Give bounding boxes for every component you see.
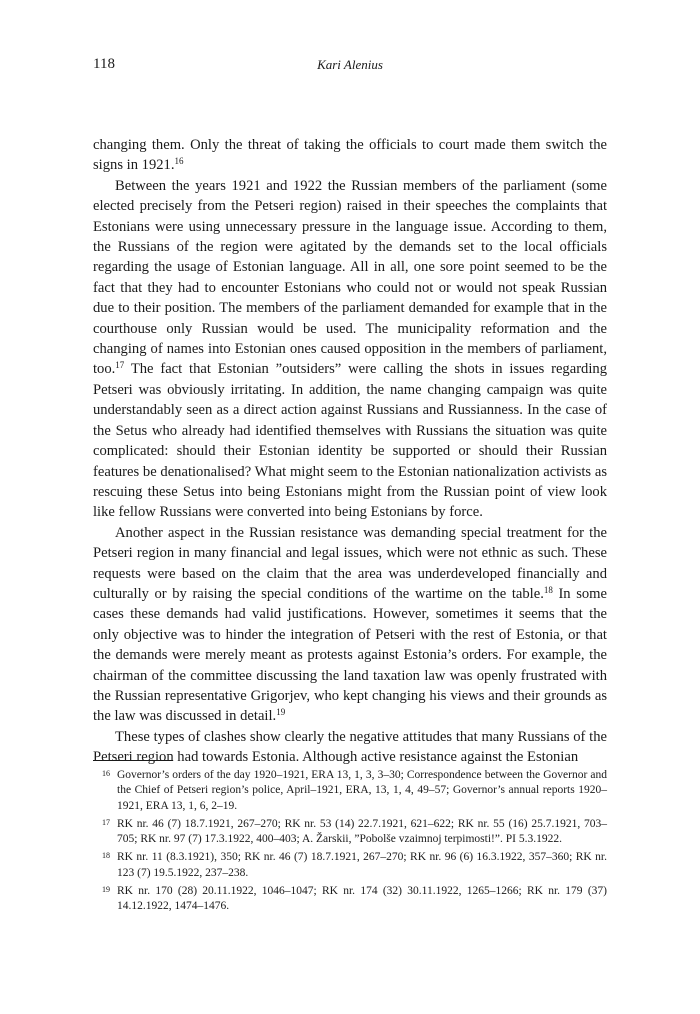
page-header <box>93 56 607 76</box>
footnote-number: 19 <box>102 885 110 895</box>
footnote-text: RK nr. 46 (7) 18.7.1921, 267–270; RK nr. 53 (14) 22.7.1921, 621–622; RK nr. 55 (16) 25.7.1921, 703–705; RK nr. 97 (7) 17.3.1922, 400–403; A. Žarskii, ”Pobolše vzaimnoj terpimosti!”. PI 5.3.1922. <box>117 817 607 846</box>
footnote <box>93 768 607 814</box>
footnote <box>93 884 607 915</box>
footnote-number: 18 <box>102 851 110 861</box>
footnote-ref[interactable]: 18 <box>543 584 553 595</box>
body-text <box>93 135 607 768</box>
footnote <box>93 817 607 848</box>
footnote-number: 16 <box>102 769 110 778</box>
running-head: Kari Alenius <box>317 57 383 72</box>
footnote-text: RK nr. 11 (8.3.1921), 350; RK nr. 46 (7) 18.7.1921, 267–270; RK nr. 96 (6) 16.3.1922, 357–360; RK nr. 123 (7) 19.5.1922, 237–238. <box>117 851 607 879</box>
footnote-number: 17 <box>102 817 110 827</box>
paragraph: Another aspect in the Russian resistance was demanding special treatment for the Petseri region in many financial and legal issues, which were not ethnic as such. These requests were based on the claim that the area was underdeveloped financially and culturally or by raising the special conditions of the wartime on the table.$^{18}$ In some cases these demands had valid justifications. However, sometimes it seems that the only objective was to hinder the integration of Petseri with the rest of Estonia, or that the demands were merely meant as protests against Estonia’s orders. For example, the chairman of the committee discussing the land taxation law was openly frustrated with the Russian representative Grigorjev, who kept changing his views and their grounds as the law was discussed in detail.$^{19}$ <box>93 524 607 725</box>
footnote-text: Governor’s orders of the day 1920–1921, ERA 13, 1, 3, 3–30; Correspondence between the Governor and the Chief of Petseri region’s police, April–1921, ERA, 13, 1, 4, 49–57; Governor’s annual reports 1920–1921, ERA 13, 1, 6, 2–19. <box>117 769 607 812</box>
footnote-ref[interactable]: 17 <box>115 360 125 371</box>
footnote-ref[interactable]: 19 <box>276 707 286 718</box>
footnote-divider <box>93 760 173 761</box>
footnote-ref[interactable]: 16 <box>174 156 184 167</box>
footnote-text: RK nr. 170 (28) 20.11.1922, 1046–1047; RK nr. 174 (32) 30.11.1922, 1265–1266; RK nr. 179 (37) 14.12.1922, 1474–1476. <box>117 885 607 913</box>
paragraph: These types of clashes show clearly the negative attitudes that many Russians of the Petseri region had towards Estonia. Although active resistance against the Estonian <box>93 728 607 766</box>
footnotes <box>93 768 607 918</box>
paragraph: Between the years 1921 and 1922 the Russian members of the parliament (some elected precisely from the Petseri region) raised in their speeches the complaints that Estonians were using unnecessary pressure in the language issue. According to them, the Russians of the region were agitated by the demands set to the local officials regarding the usage of Estonian language. All in all, one sore point seemed to be the fact that they had to encounter Estonians who could not or would not speak Russian due to their position. The members of the parliament demanded for example that in the courthouse only Russian would be used. The municipality reformation and the changing of names into Estonian ones caused opposition in the members of parliament, too.$^{17}$ The fact that Estonian ”outsiders” were calling the shots in issues regarding Petseri was obviously irritating. In addition, the name changing campaign was quite understandably seen as a direct action against Russians and Russianness. In the case of the Setus who already had identified themselves with Russians the situation was quite complicated: should their Estonian identity be supported or should their Russian features be denationalised? What might seem to the Estonian nationalization activists as rescuing these Setus into being Estonians might from the Russian point of view look like fellow Russians were converted into being Estonians by force. <box>93 177 607 521</box>
paragraph: changing them. Only the threat of taking the officials to court made them switch the signs in 1921.16 <box>93 137 607 174</box>
footnote <box>93 850 607 881</box>
page-number: 118 <box>93 56 115 72</box>
